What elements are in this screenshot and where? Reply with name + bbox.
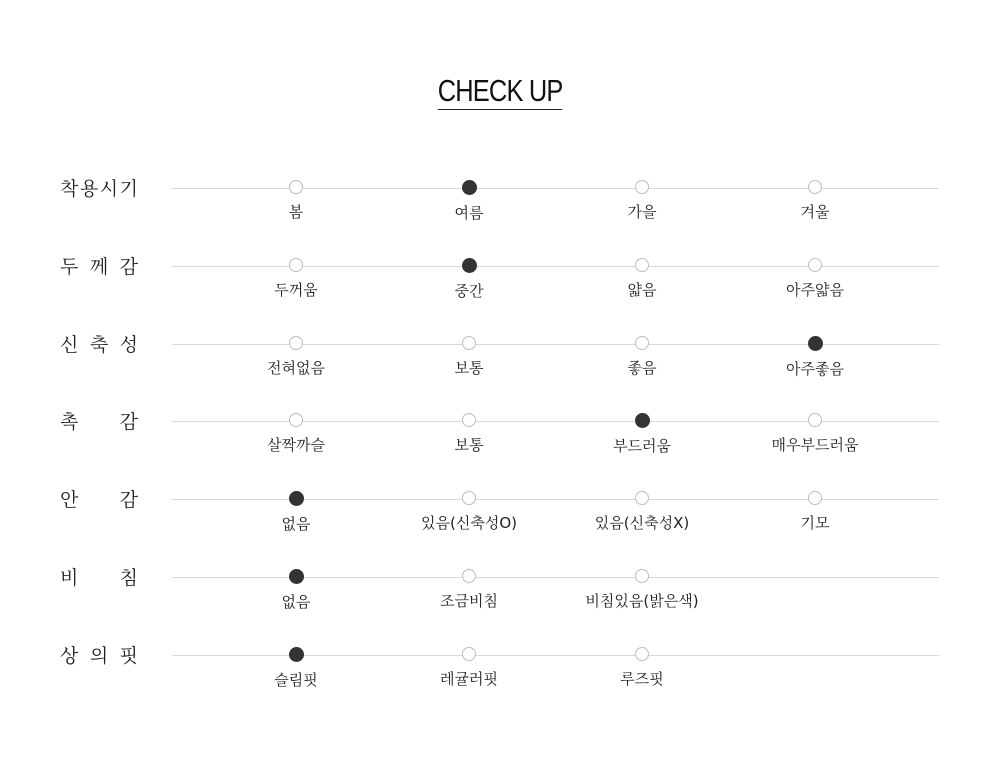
title-wrapper xyxy=(0,74,1000,110)
unselected-dot-icon xyxy=(808,258,822,272)
option-label: 전혀없음 xyxy=(267,358,325,377)
row-label xyxy=(60,488,138,512)
option-item xyxy=(725,491,905,533)
row-label-char: 의 xyxy=(89,644,109,667)
option-item xyxy=(206,647,386,690)
option-item xyxy=(552,491,732,533)
checkup-row xyxy=(0,255,1000,315)
row-label-char: 안 xyxy=(60,489,79,512)
option-item xyxy=(206,336,386,378)
row-label-char: 착 xyxy=(60,178,79,200)
row-label xyxy=(60,566,138,590)
row-label xyxy=(60,255,138,279)
option-item xyxy=(379,569,559,611)
option-label: 기모 xyxy=(800,514,830,533)
row-label xyxy=(60,333,138,357)
unselected-dot-icon xyxy=(635,569,649,583)
checkup-row xyxy=(0,644,1000,704)
unselected-dot-icon xyxy=(635,258,649,272)
row-label-char: 성 xyxy=(119,333,138,356)
row-label-char: 시 xyxy=(99,178,119,200)
option-label: 아주좋음 xyxy=(786,359,844,378)
row-label-char: 기 xyxy=(119,178,138,200)
row-label-char: 감 xyxy=(119,411,138,434)
option-label: 없음 xyxy=(281,593,311,611)
unselected-dot-icon xyxy=(635,647,649,661)
option-item xyxy=(379,647,559,689)
option-item xyxy=(552,569,732,611)
unselected-dot-icon xyxy=(289,336,303,350)
option-item xyxy=(552,336,732,378)
option-item xyxy=(206,491,386,534)
row-label-char: 핏 xyxy=(119,644,138,667)
row-label xyxy=(60,410,138,434)
row-label xyxy=(60,644,138,668)
row-label-char: 감 xyxy=(119,489,138,512)
row-label xyxy=(60,177,138,201)
option-item xyxy=(552,258,732,300)
checkup-row xyxy=(0,566,1000,626)
option-item xyxy=(379,336,559,378)
option-item xyxy=(725,258,905,300)
option-label: 보통 xyxy=(454,436,484,455)
unselected-dot-icon xyxy=(808,491,822,505)
page-title: CHECK UP xyxy=(437,73,563,108)
unselected-dot-icon xyxy=(289,180,303,194)
option-label: 레귤러핏 xyxy=(440,669,498,688)
row-label-char: 용 xyxy=(79,178,99,200)
unselected-dot-icon xyxy=(635,336,649,350)
option-item xyxy=(379,258,559,301)
row-label-char: 비 xyxy=(60,567,79,589)
selected-dot-icon xyxy=(289,569,304,584)
row-label-char: 께 xyxy=(89,255,109,278)
unselected-dot-icon xyxy=(289,258,303,272)
row-label-char: 축 xyxy=(89,333,109,356)
row-label-char: 상 xyxy=(60,644,79,667)
option-label: 여름 xyxy=(454,204,484,222)
row-label-char: 신 xyxy=(60,333,79,356)
unselected-dot-icon xyxy=(462,569,476,583)
selected-dot-icon xyxy=(462,258,477,273)
option-item xyxy=(552,180,732,222)
option-label: 조금비침 xyxy=(440,592,498,610)
option-item xyxy=(206,258,386,300)
option-label: 보통 xyxy=(454,358,484,377)
selected-dot-icon xyxy=(635,413,650,428)
option-item xyxy=(725,180,905,222)
unselected-dot-icon xyxy=(289,413,303,427)
option-label: 매우부드러움 xyxy=(771,436,859,455)
checkup-row xyxy=(0,333,1000,393)
option-label: 좋음 xyxy=(627,358,657,377)
unselected-dot-icon xyxy=(635,491,649,505)
unselected-dot-icon xyxy=(462,647,476,661)
option-label: 겨울 xyxy=(800,203,830,221)
option-item xyxy=(206,180,386,222)
checkup-row xyxy=(0,177,1000,237)
option-label: 살짝까슬 xyxy=(267,436,325,455)
option-item xyxy=(206,569,386,612)
option-item xyxy=(552,647,732,689)
option-label: 부드러움 xyxy=(613,437,671,456)
row-label-char: 두 xyxy=(60,255,79,278)
option-label: 슬림핏 xyxy=(274,670,318,689)
checkup-row xyxy=(0,488,1000,548)
row-label-char: 감 xyxy=(119,255,138,278)
row-label-char: 침 xyxy=(119,567,138,589)
option-item xyxy=(552,413,732,456)
selected-dot-icon xyxy=(289,491,304,506)
option-label: 두꺼움 xyxy=(274,280,318,299)
unselected-dot-icon xyxy=(808,180,822,194)
option-label: 있음(신축성X) xyxy=(594,514,690,533)
unselected-dot-icon xyxy=(462,336,476,350)
option-label: 없음 xyxy=(281,515,311,534)
option-label: 아주얇음 xyxy=(786,280,844,299)
selected-dot-icon xyxy=(462,180,477,195)
option-item xyxy=(379,491,559,533)
unselected-dot-icon xyxy=(808,413,822,427)
option-item xyxy=(725,336,905,379)
option-label: 중간 xyxy=(454,281,484,300)
option-label: 비침있음(밝은색) xyxy=(585,592,699,610)
selected-dot-icon xyxy=(808,336,823,351)
unselected-dot-icon xyxy=(462,413,476,427)
selected-dot-icon xyxy=(289,647,304,662)
option-label: 봄 xyxy=(288,203,304,221)
option-label: 얇음 xyxy=(627,280,657,299)
row-label-char: 촉 xyxy=(60,411,79,434)
option-item xyxy=(379,180,559,223)
option-item xyxy=(206,413,386,455)
option-item xyxy=(725,413,905,455)
option-item xyxy=(379,413,559,455)
checkup-row xyxy=(0,410,1000,470)
unselected-dot-icon xyxy=(635,180,649,194)
unselected-dot-icon xyxy=(462,491,476,505)
option-label: 있음(신축성O) xyxy=(421,514,517,533)
option-label: 루즈핏 xyxy=(620,669,664,688)
option-label: 가을 xyxy=(627,203,657,221)
